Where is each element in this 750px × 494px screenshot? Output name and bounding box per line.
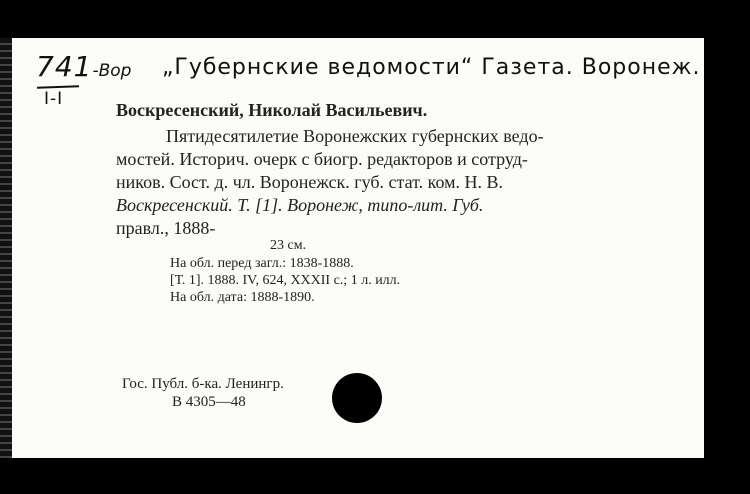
left-edge-shadow: [0, 38, 12, 458]
body-line-3: ников. Сост. д. чл. Воронежск. губ. стат. ком. Н. В.: [116, 172, 504, 192]
library-name: Гос. Публ. б-ка. Ленингр.: [122, 376, 284, 392]
shelf-code-suffix: -Вор: [92, 61, 132, 81]
detail-cover-date: На обл. дата: 1888-1890.: [170, 290, 315, 305]
right-black-border: [704, 0, 750, 494]
body-line-1: Пятидесятилетие Воронежских губернских ведо-: [166, 126, 544, 146]
handwritten-note: „Губернские ведомости“ Газета. Воронеж.: [162, 55, 701, 80]
body-line-5: правл., 1888-: [116, 218, 216, 238]
author-heading: Воскресенский, Николай Васильевич.: [116, 100, 428, 120]
detail-size: 23 см.: [270, 238, 307, 253]
volume-mark: I-I: [44, 89, 64, 109]
body-line-2: мостей. Историч. очерк с биогр. редакторов и сотруд-: [116, 149, 528, 169]
shelf-code: [36, 50, 131, 83]
body-line-4: Воскресенский. Т. [1]. Воронеж, типо-лит. Губ.: [116, 195, 484, 215]
catalog-card: [12, 38, 704, 458]
library-number: В 4305—48: [172, 394, 246, 410]
shelf-code-number: 741: [36, 50, 93, 83]
detail-cover-title: На обл. перед загл.: 1838-1888.: [170, 256, 354, 271]
punch-hole: [332, 373, 382, 423]
detail-pagination: [Т. 1]. 1888. IV, 624, XXXII с.; 1 л. илл.: [170, 273, 401, 288]
